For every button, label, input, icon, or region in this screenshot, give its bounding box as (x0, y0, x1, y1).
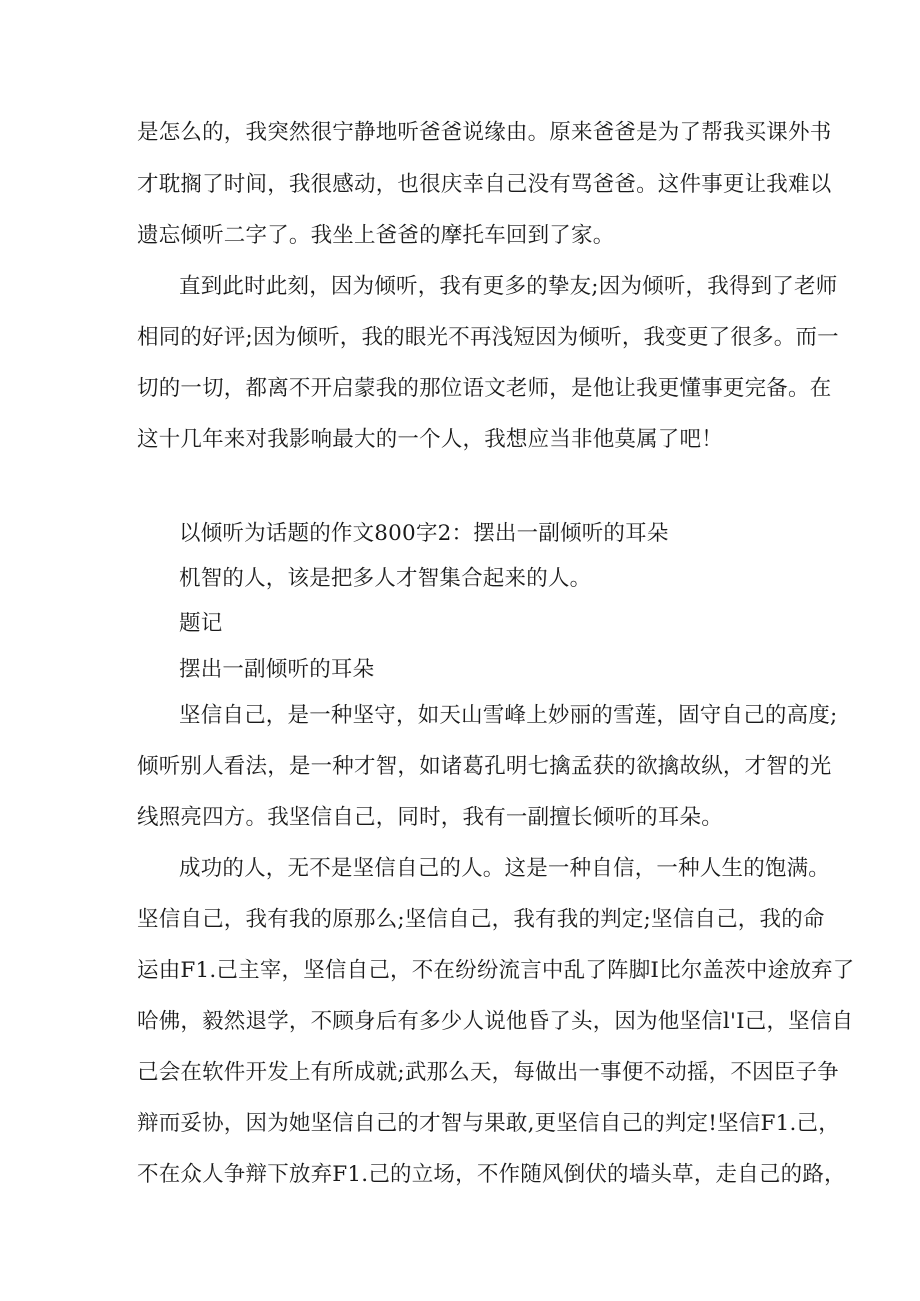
paragraph-line: 才耽搁了时间，我很感动，也很庆幸自己没有骂爸爸。这件事更让我难以 (137, 172, 832, 197)
paragraph-line: 运由F1.己主宰，坚信自己，不在纷纷流言中乱了阵脚I比尔盖茨中途放弃了 (137, 958, 855, 983)
paragraph-line: 是怎么的，我突然很宁静地听爸爸说缘由。原来爸爸是为了帮我买课外书 (137, 120, 832, 145)
paragraph-line: 这十几年来对我影响最大的一个人，我想应当非他莫属了吧！ (137, 427, 723, 452)
paragraph-line: 不在众人争辩下放弃F1.己的立场，不作随风倒伏的墙头草，走自己的路， (137, 1162, 846, 1187)
paragraph-line: 遗忘倾听二字了。我坐上爸爸的摩托车回到了家。 (137, 223, 615, 248)
article-heading: 以倾听为话题的作文800字2：摆出一副倾听的耳朵 (179, 521, 669, 546)
paragraph-line: 切的一切，都离不开启蒙我的那位语文老师，是他让我更懂事更完备。在 (137, 376, 832, 401)
epigraph-label: 题记 (179, 611, 223, 636)
paragraph-line: 直到此时此刻，因为倾听，我有更多的挚友;因为倾听，我得到了老师 (179, 274, 838, 299)
paragraph-line: 己会在软件开发上有所成就;武那么天，每做出一事便不动摇，不因臣子争 (137, 1060, 839, 1085)
article-subtitle: 摆出一副倾听的耳朵 (179, 657, 375, 682)
paragraph-line: 线照亮四方。我坚信自己，同时，我有一副擅长倾听的耳朵。 (137, 805, 723, 830)
epigraph-line: 机智的人，该是把多人才智集合起来的人。 (179, 566, 592, 591)
paragraph-line: 辩而妥协，因为她坚信自己的才智与果敢,更坚信自己的判定!坚信F1.己， (137, 1111, 840, 1136)
paragraph-line: 成功的人，无不是坚信自己的人。这是一种自信，一种人生的饱满。 (179, 856, 831, 881)
paragraph-line: 相同的好评;因为倾听，我的眼光不再浅短因为倾听，我变更了很多。而一 (137, 325, 839, 350)
paragraph-line: 坚信自己，是一种坚守，如天山雪峰上妙丽的雪莲，固守自己的高度; (179, 703, 838, 728)
paragraph-line: 坚信自己，我有我的原那么;坚信自己，我有我的判定;坚信自己，我的命 (137, 907, 825, 932)
paragraph-line: 哈佛，毅然退学，不顾身后有多少人说他昏了头，因为他坚信l'I己，坚信自 (137, 1009, 854, 1034)
paragraph-line: 倾听别人看法，是一种才智，如诸葛孔明七擒孟获的欲擒故纵，才智的光 (137, 754, 832, 779)
